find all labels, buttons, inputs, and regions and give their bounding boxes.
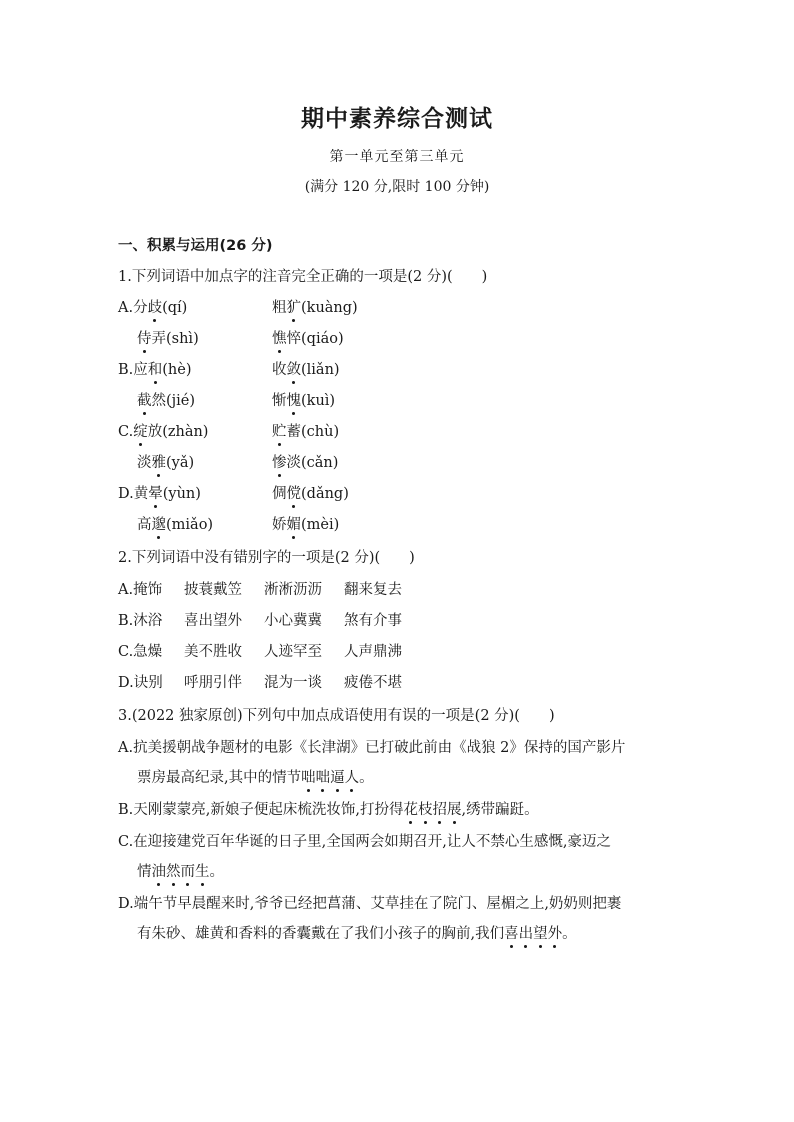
q1-option-c-word4: 惨淡(cǎn) (272, 455, 339, 471)
emphasis-dot: 咄 (315, 770, 331, 786)
emphasis-dot: 歧 (147, 300, 163, 316)
q1-option-d-word4: 娇媚(mèi) (272, 517, 340, 533)
q1-option-d-word3: 高邈(miǎo) (137, 517, 214, 533)
emphasized-idiom (152, 864, 210, 880)
emphasis-dot: 绽 (133, 424, 148, 440)
emphasis-dot: 惨 (272, 455, 287, 471)
emphasis-dot: 生 (195, 864, 210, 880)
q1-option-d-word2: 倜傥(dǎng) (272, 486, 349, 502)
emphasis-dot: 敛 (286, 362, 301, 378)
q2-option-c: C.急燥 美不胜收 人迹罕至 人声鼎沸 (118, 644, 402, 660)
q1-option-c-word2: 贮蓄(chù) (272, 424, 340, 440)
q2-option-a: A.掩饰 披蓑戴笠 淅淅沥沥 翻来复去 (118, 582, 402, 598)
q1-option-c-word3: 淡雅(yǎ) (137, 455, 195, 471)
emphasis-dot: 望 (533, 926, 548, 942)
emphasis-dot: 截 (137, 393, 152, 409)
emphasis-dot: 出 (518, 926, 534, 942)
q1-option-d-word1: D.黄晕(yùn) (118, 486, 201, 502)
q1-option-b-word4: 惭愧(kuì) (272, 393, 336, 409)
exam-info: (满分 120 分,限时 100 分钟) (304, 179, 490, 195)
q1-option-a-word2: 粗犷(kuàng) (272, 300, 358, 316)
q2-option-d: D.诀别 呼朋引伴 混为一谈 疲倦不堪 (118, 675, 402, 691)
emphasis-dot: 和 (147, 362, 163, 378)
q1-option-a-word1: A.分歧(qí) (118, 300, 188, 316)
emphasis-dot: 招 (432, 802, 447, 818)
emphasis-dot: 贮 (272, 424, 287, 440)
emphasis-dot: 傥 (286, 486, 301, 502)
emphasis-dot: 咄 (301, 770, 316, 786)
question-1-stem: 1.下列词语中加点字的注音完全正确的一项是(2 分)( ) (118, 269, 488, 285)
q1-option-b-word2: 收敛(liǎn) (272, 362, 340, 378)
q3-option-a-line1: A.抗美援朝战争题材的电影《长津湖》已打破此前由《战狼 2》保持的国产影片 (118, 740, 626, 756)
emphasis-dot: 油 (151, 864, 166, 880)
emphasis-dot: 展 (446, 802, 462, 818)
q3-option-c-line1: C.在迎接建党百年华诞的日子里,全国两会如期召开,让人不禁心生感慨,豪迈之 (118, 834, 612, 850)
emphasis-dot: 晕 (148, 486, 163, 502)
q3-option-d-line1: D.端午节早晨醒来时,爷爷已经把菖蒲、艾草挂在了院门、屋楣之上,奶奶则把裹 (118, 896, 622, 912)
emphasized-idiom (403, 802, 461, 818)
emphasis-dot: 而 (180, 864, 195, 880)
emphasis-dot: 喜 (504, 926, 519, 942)
emphasis-dot: 逼 (330, 770, 345, 786)
section-heading: 一、积累与运用(26 分) (118, 238, 273, 254)
emphasis-dot: 人 (344, 770, 360, 786)
q2-option-b: B.沐浴 喜出望外 小心冀冀 煞有介事 (118, 613, 402, 629)
emphasized-idiom (504, 926, 562, 942)
q1-option-c-word1: C.绽放(zhàn) (118, 424, 209, 440)
q1-option-a-word3: 侍弄(shì) (137, 331, 199, 347)
emphasized-idiom (301, 770, 359, 786)
emphasis-dot: 雅 (151, 455, 166, 471)
q1-option-a-word4: 憔悴(qiáo) (272, 331, 344, 347)
q3-option-a-line2: 票房最高纪录,其中的情节咄咄逼人。 (137, 770, 374, 786)
emphasis-dot: 枝 (417, 802, 433, 818)
page-subtitle: 第一单元至第三单元 (329, 149, 465, 165)
question-3-stem: 3.(2022 独家原创)下列句中加点成语使用有误的一项是(2 分)( ) (118, 708, 555, 724)
emphasis-dot: 犷 (286, 300, 301, 316)
emphasis-dot: 花 (403, 802, 418, 818)
emphasis-dot: 媚 (286, 517, 301, 533)
emphasis-dot: 邈 (151, 517, 166, 533)
q3-option-d-line2: 有朱砂、雄黄和香料的香囊戴在了我们小孩子的胸前,我们喜出望外。 (137, 926, 577, 942)
question-2-stem: 2.下列词语中没有错别字的一项是(2 分)( ) (118, 550, 415, 566)
emphasis-dot: 然 (166, 864, 181, 880)
q1-option-b-word3: 截然(jié) (137, 393, 196, 409)
q1-option-b-word1: B.应和(hè) (118, 362, 192, 378)
emphasis-dot: 愧 (286, 393, 301, 409)
emphasis-dot: 侍 (137, 331, 152, 347)
q3-option-b: B.天刚蒙蒙亮,新娘子便起床梳洗妆饰,打扮得花枝招展,绣带蹁跹。 (118, 802, 539, 818)
page-title: 期中素养综合测试 (301, 106, 493, 132)
emphasis-dot: 外 (547, 926, 563, 942)
q3-option-c-line2: 情油然而生。 (137, 864, 224, 880)
emphasis-dot: 憔 (272, 331, 287, 347)
